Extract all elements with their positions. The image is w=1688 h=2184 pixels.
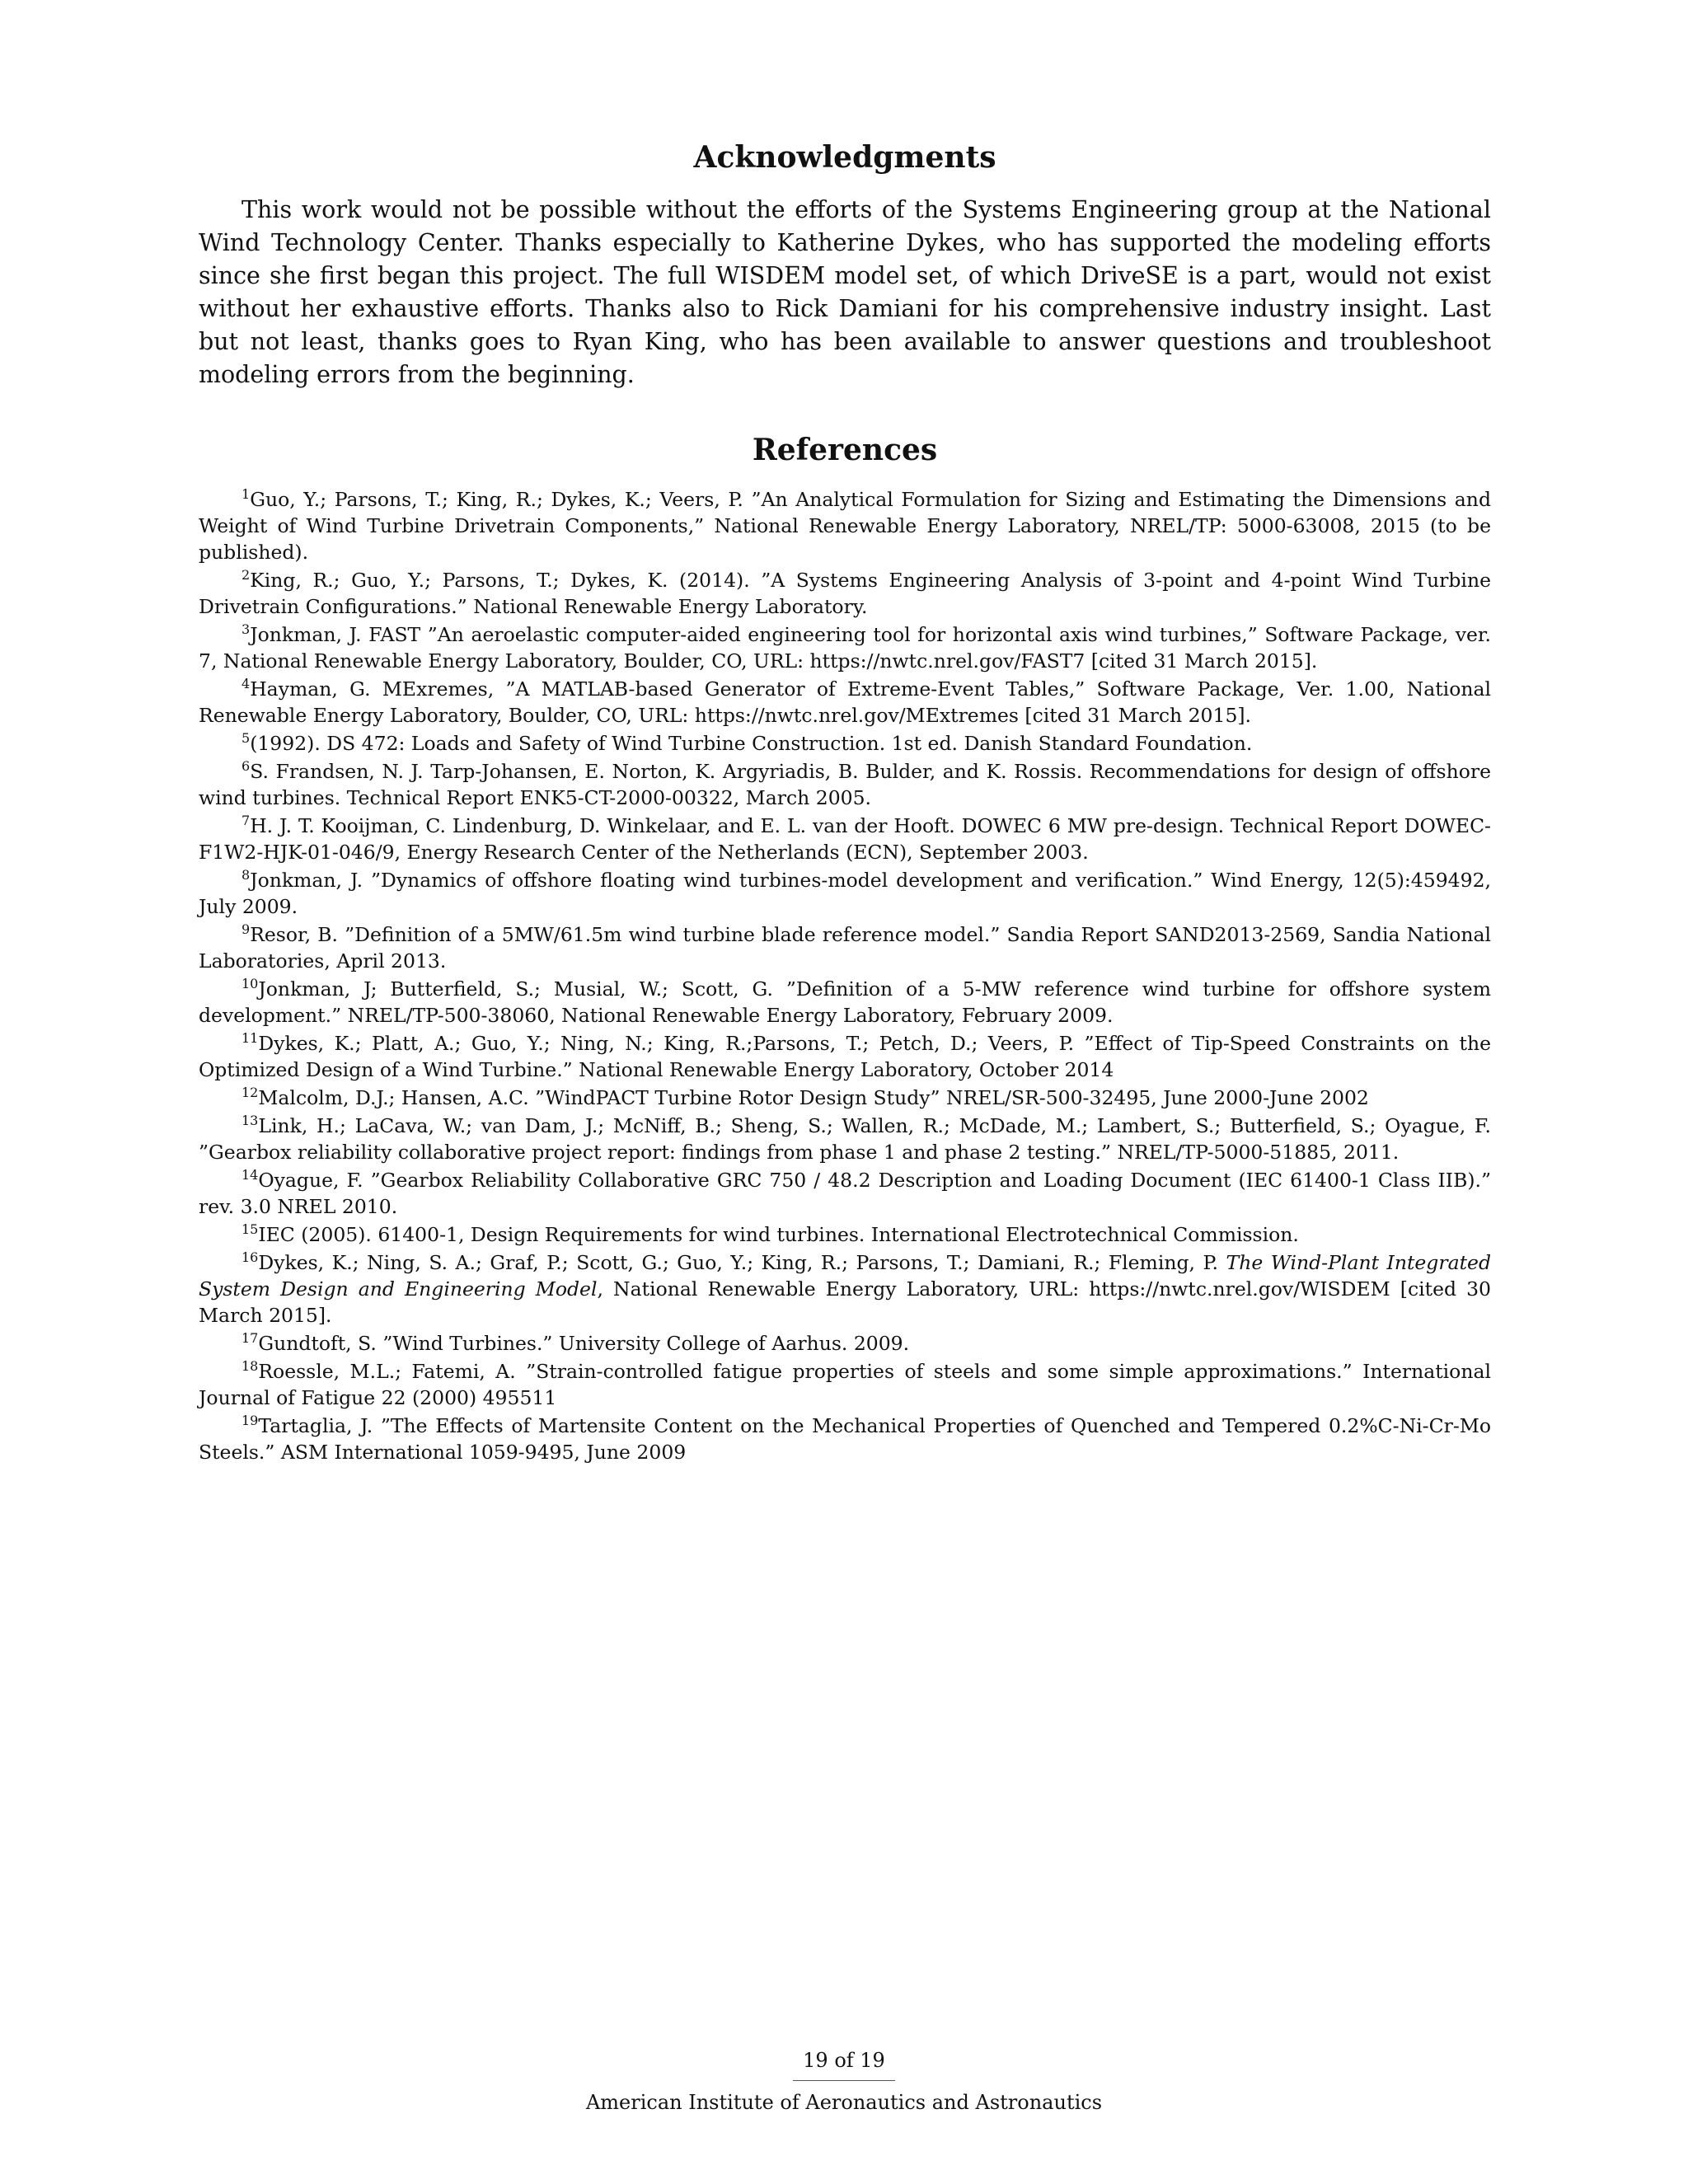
page-footer xyxy=(0,2047,1688,2116)
reference-text: Jonkman, J. ”Dynamics of offshore floating wind turbines-model development and verification.” Wind Energy, 12(5):459492, July 2009. xyxy=(199,869,1491,919)
reference-text: Dykes, K.; Ning, S. A.; Graf, P.; Scott, G.; Guo, Y.; King, R.; Parsons, T.; Damiani, R.; Fleming, P. xyxy=(258,1251,1226,1275)
reference-number: 18 xyxy=(241,1358,259,1375)
reference-text: Resor, B. ”Definition of a 5MW/61.5m wind turbine blade reference model.” Sandia Report SAND2013-2569, Sandia National Laboratories, April 2013. xyxy=(199,923,1491,973)
reference-number: 9 xyxy=(241,921,251,938)
references-heading: References xyxy=(752,433,938,468)
reference-item xyxy=(199,676,1491,729)
reference-text: S. Frandsen, N. J. Tarp-Johansen, E. Norton, K. Argyriadis, B. Bulder, and K. Rossis. Recommendations for design of offshore wind turbines. Technical Report ENK5-CT-2000-00322, March 2005. xyxy=(199,760,1491,810)
reference-title-italic: The Wind-Plant Integrated System Design and Engineering Model xyxy=(199,1251,1491,1301)
publisher-name: American Institute of Aeronautics and Astronautics xyxy=(585,2091,1103,2114)
reference-item xyxy=(199,813,1491,865)
reference-text: Dykes, K.; Platt, A.; Guo, Y.; Ning, N.; King, R.;Parsons, T.; Petch, D.; Veers, P. ”Effect of Tip-Speed Constraints on the Optimized Design of a Wind Turbine.” National Renewable Energy Laboratory, October 2014 xyxy=(199,1032,1491,1082)
reference-item xyxy=(199,921,1491,974)
reference-item xyxy=(199,1167,1491,1220)
reference-text: Malcolm, D.J.; Hansen, A.C. ”WindPACT Turbine Rotor Design Study” NREL/SR-500-32495, June 2000-June 2002 xyxy=(258,1086,1369,1110)
reference-item xyxy=(199,1330,1491,1357)
reference-number: 11 xyxy=(241,1030,259,1047)
reference-text: Gundtoft, S. ”Wind Turbines.” University College of Aarhus. 2009. xyxy=(258,1332,910,1356)
reference-text: Hayman, G. MExremes, ”A MATLAB-based Generator of Extreme-Event Tables,” Software Package, Ver. 1.00, National Renewable Energy Laboratory, Boulder, CO, URL: https://nwtc.nrel.gov/MExtremes [cited 31 March 2015]. xyxy=(199,677,1491,728)
reference-text: Jonkman, J; Butterfield, S.; Musial, W.; Scott, G. ”Definition of a 5-MW reference wind turbine for offshore system development.” NREL/TP-500-38060, National Renewable Energy Laboratory, February 2009. xyxy=(199,977,1491,1028)
reference-text: Oyague, F. ”Gearbox Reliability Collaborative GRC 750 / 48.2 Description and Loading Document (IEC 61400-1 Class IIB).” rev. 3.0 NREL 2010. xyxy=(199,1169,1491,1219)
acknowledgments-heading: Acknowledgments xyxy=(693,140,996,175)
reference-item xyxy=(199,567,1491,620)
reference-text: (1992). DS 472: Loads and Safety of Wind Turbine Construction. 1st ed. Danish Standard Foundation. xyxy=(250,732,1253,756)
reference-number: 1 xyxy=(241,486,251,503)
reference-item xyxy=(199,758,1491,811)
reference-text: Link, H.; LaCava, W.; van Dam, J.; McNiff, B.; Sheng, S.; Wallen, R.; McDade, M.; Lambert, S.; Butterfield, S.; Oyague, F. ”Gearbox reliability collaborative project report: findings from phase 1 and phase 2 testing.” NREL/TP-5000-51885, 2011. xyxy=(199,1114,1491,1165)
reference-number: 13 xyxy=(241,1113,259,1129)
reference-item xyxy=(199,1085,1491,1111)
reference-number: 10 xyxy=(241,976,259,992)
reference-text: Tartaglia, J. ”The Effects of Martensite Content on the Mechanical Properties of Quenched and Tempered 0.2%C-Ni-Cr-Mo Steels.” ASM International 1059-9495, June 2009 xyxy=(199,1414,1491,1465)
reference-item xyxy=(199,1030,1491,1083)
reference-item xyxy=(199,1221,1491,1248)
reference-number: 19 xyxy=(241,1413,259,1429)
reference-text: Jonkman, J. FAST ”An aeroelastic computer-aided engineering tool for horizontal axis wind turbines,” Software Package, ver. 7, National Renewable Energy Laboratory, Boulder, CO, URL: https://nwtc.nrel.gov/FAST7 [cited 31 March 2015]. xyxy=(199,623,1491,673)
reference-text: Guo, Y.; Parsons, T.; King, R.; Dykes, K.; Veers, P. ”An Analytical Formulation for Sizing and Estimating the Dimensions and Weight of Wind Turbine Drivetrain Components,” National Renewable Energy Laboratory, NREL/TP: 5000-63008, 2015 (to be published). xyxy=(199,488,1491,565)
reference-text: Roessle, M.L.; Fatemi, A. ”Strain-controlled fatigue properties of steels and some simple approximations.” International Journal of Fatigue 22 (2000) 495511 xyxy=(199,1360,1491,1410)
reference-number: 17 xyxy=(241,1330,259,1347)
reference-item xyxy=(199,976,1491,1029)
page-number: 19 of 19 xyxy=(803,2049,885,2072)
references-list xyxy=(199,486,1491,1465)
reference-text: King, R.; Guo, Y.; Parsons, T.; Dykes, K. (2014). ”A Systems Engineering Analysis of 3-point and 4-point Wind Turbine Drivetrain Configurations.” National Renewable Energy Laboratory. xyxy=(199,569,1491,619)
reference-number: 6 xyxy=(241,758,251,775)
reference-item xyxy=(199,621,1491,674)
reference-number: 4 xyxy=(241,676,251,692)
footer-divider xyxy=(793,2080,895,2081)
reference-item xyxy=(199,1358,1491,1411)
reference-text: H. J. T. Kooijman, C. Lindenburg, D. Winkelaar, and E. L. van der Hooft. DOWEC 6 MW pre-design. Technical Report DOWEC-F1W2-HJK-01-046/9, Energy Research Center of the Netherlands (ECN), September 2003. xyxy=(199,814,1491,865)
reference-number: 14 xyxy=(241,1167,259,1183)
reference-number: 15 xyxy=(241,1221,259,1238)
reference-item xyxy=(199,867,1491,920)
reference-number: 16 xyxy=(241,1249,259,1266)
reference-number: 12 xyxy=(241,1085,259,1101)
page-content xyxy=(199,140,1491,1467)
reference-text: IEC (2005). 61400-1, Design Requirements for wind turbines. International Electrotechnical Commission. xyxy=(258,1223,1299,1247)
acknowledgments-body: This work would not be possible without the efforts of the Systems Engineering group at the National Wind Technology Center. Thanks especially to Katherine Dykes, who has supported the modeling efforts since she first began this project. The full WISDEM model set, of which DriveSE is a part, would not exist without her exhaustive efforts. Thanks also to Rick Damiani for his comprehensive industry insight. Last but not least, thanks goes to Ryan King, who has been available to answer questions and troubleshoot modeling errors from the beginning. xyxy=(199,196,1491,389)
reference-item xyxy=(199,486,1491,565)
reference-number: 5 xyxy=(241,730,251,747)
reference-number: 8 xyxy=(241,867,251,883)
reference-number: 2 xyxy=(241,567,251,583)
reference-item xyxy=(199,1413,1491,1465)
reference-item xyxy=(199,1113,1491,1165)
reference-text-tail: , National Renewable Energy Laboratory, URL: https://nwtc.nrel.gov/WISDEM [cited 30 March 2015]. xyxy=(199,1277,1492,1328)
reference-item xyxy=(199,730,1491,757)
reference-number: 3 xyxy=(241,621,251,638)
reference-item xyxy=(199,1249,1491,1329)
reference-number: 7 xyxy=(241,813,251,829)
